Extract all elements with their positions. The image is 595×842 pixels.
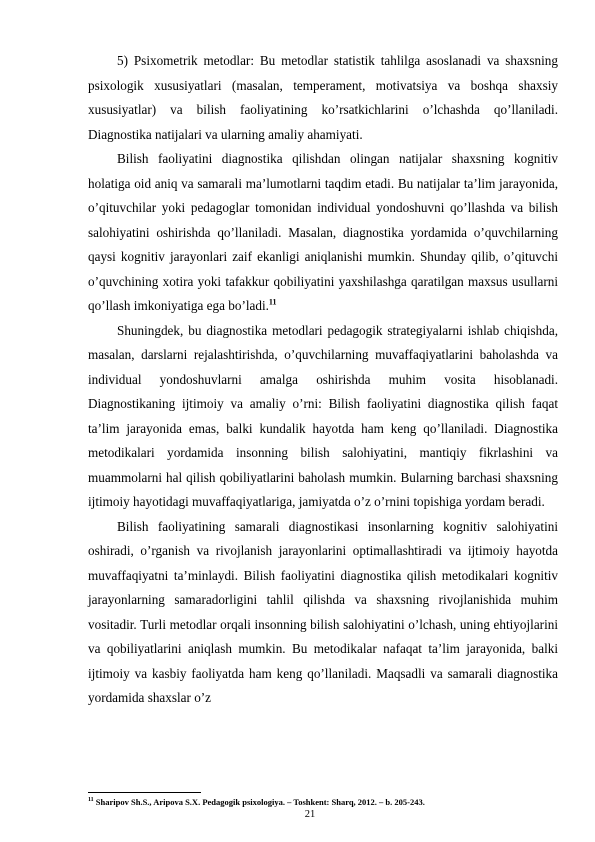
footnote-divider	[88, 792, 201, 793]
footnote-text: Sharipov Sh.S., Aripova S.X. Pedagogik psixologiya. – Toshkent: Sharq, 2012. – b. 205-243.	[95, 797, 425, 807]
paragraph-diagnostika-natijalari	[88, 147, 558, 319]
page-number: 21	[304, 809, 316, 820]
paragraph-psixometrik-metodlar: 5) Psixometrik metodlar: Bu metodlar statistik tahlilga asoslanadi va shaxsning psixologik xususiyatlari (masalan, temperament, motivatsiya va boshqa shaxsiy xususiyatlar) va bilish faoliyatining ko’rsatkichlarini o’lchashda qo’llaniladi. Diagnostika natijalari va ularning amaliy ahamiyati.	[88, 53, 558, 142]
footnote	[88, 796, 558, 808]
paragraph-text: Bilish faoliyatini diagnostika qilishdan olingan natijalar shaxsning kognitiv holatiga oid aniq va samarali ma’lumotlarni taqdim etadi. Bu natijalar ta’lim jarayonida, o’qituvchilar yoki pedagoglar tomonidan individual yondoshuvni qo’llashda va bilish salohiyatini oshirishda qo’llaniladi. Masalan, diagnostika yordamida o’quvchilarning qaysi kognitiv jarayonlari zaif ekanligi aniqlanishi mumkin. Shunday qilib, o’qituvchi o’quvchining xotira yoki tafakkur qobiliyatini yaxshilashga qaratilgan maxsus usullarni qo’llash imkoniyatiga ega bo’ladi.	[88, 151, 558, 313]
body-text	[88, 49, 558, 711]
footnote-marker: 11	[88, 797, 94, 804]
paragraph-samarali-diagnostika: Bilish faoliyatining samarali diagnostikasi insonlarning kognitiv salohiyatini oshiradi, o’rganish va rivojlanish jarayonlarini optimallashtiradi va ijtimoiy hayotda muvaffaqiyatni ta’minlaydi. Bilish faoliyatini diagnostika qilish metodikalari kognitiv jarayonlarning samaradorligini tahlil qilishda va shaxsning rivojlanishida muhim vositadir. Turli metodlar orqali insonning bilish salohiyatini o’lchash, uning ehtiyojlarini va qobiliyatlarini aniqlash mumkin. Bu metodikalar nafaqat ta’lim jarayonida, balki ijtimoiy va kasbiy faoliyatda ham keng qo’llaniladi. Maqsadli va samarali diagnostika yordamida shaxslar o’z	[88, 518, 558, 705]
footnote-reference[interactable]: 11	[268, 297, 277, 307]
paragraph-pedagogik-strategiyalar: Shuningdek, bu diagnostika metodlari pedagogik strategiyalarni ishlab chiqishda, masalan, darslarni rejalashtirishda, o’quvchilarning muvaffaqiyatlarini baholashda va individual yondoshuvlarni amalga oshirishda muhim vosita hisoblanadi. Diagnostikaning ijtimoiy va amaliy o’rni: Bilish faoliyatini diagnostika qilish faqat ta’lim jarayonida emas, balki kundalik hayotda ham keng qo’llaniladi. Diagnostika metodikalari yordamida insonning bilish salohiyatini, mantiqiy fikrlashini va muammolarni hal qilish qobiliyatlarini baholash mumkin. Bularning barchasi shaxsning ijtimoiy hayotidagi muvaffaqiyatlariga, jamiyatda o’z o’rnini topishiga yordam beradi.	[88, 322, 558, 509]
